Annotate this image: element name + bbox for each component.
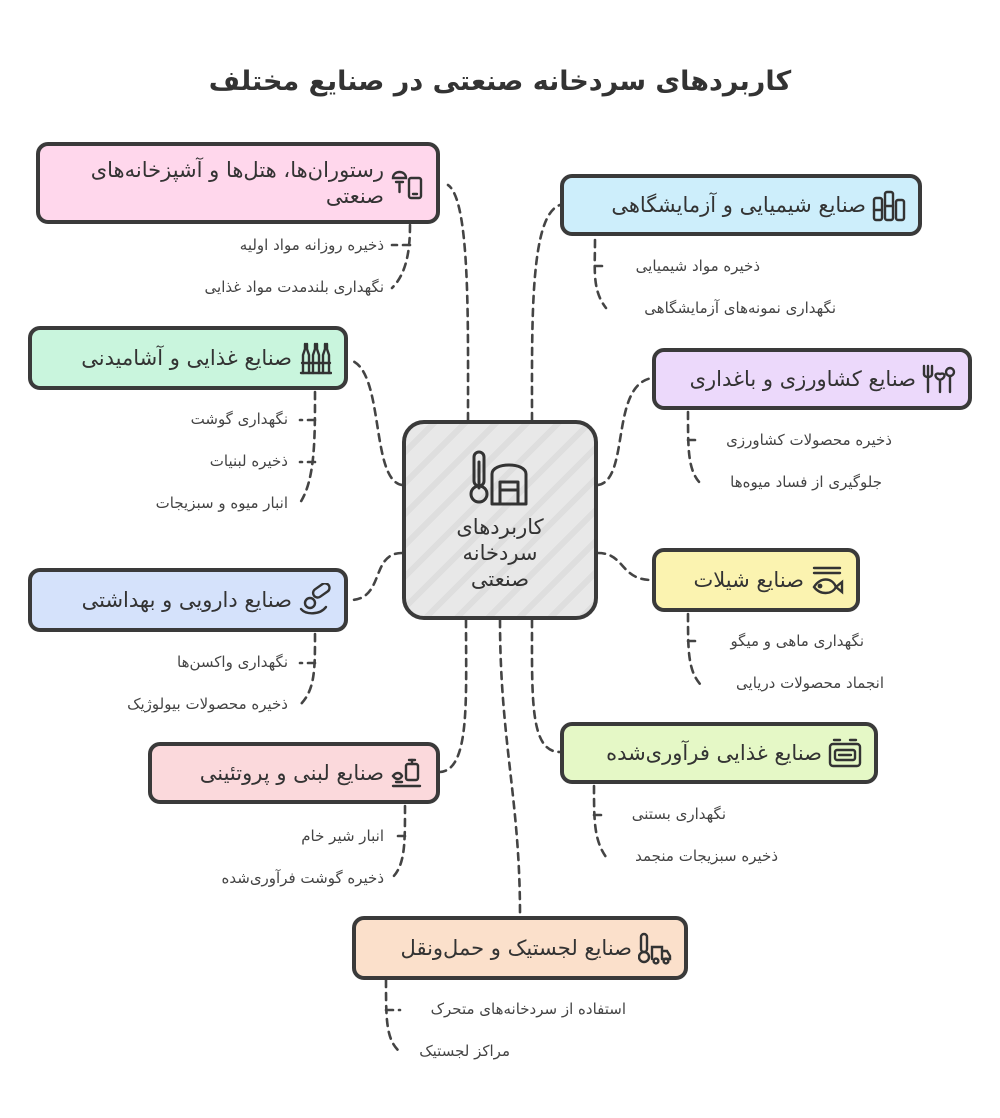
center-label: کاربردهای سردخانه صنعتی (456, 514, 544, 592)
connector-chemical (532, 205, 560, 420)
node-label-pharma: صنایع دارویی و بهداشتی (81, 587, 292, 612)
sub-item: مراکز لجستیک (419, 1042, 510, 1060)
sub-item: نگهداری نمونه‌های آزمایشگاهی (644, 299, 836, 317)
sub-item: ذخیره روزانه مواد اولیه (239, 236, 384, 254)
node-logistics (352, 916, 688, 980)
diagram-title: کاربردهای سردخانه صنعتی در صنایع مختلف (208, 66, 792, 97)
plant-tools-icon (922, 362, 956, 396)
dairy-icon (390, 756, 424, 790)
sub-item: نگهداری ماهی و میگو (730, 632, 864, 650)
sub-item: نگهداری واکسن‌ها (177, 653, 288, 671)
node-label-food: صنایع غذایی و آشامیدنی (81, 345, 292, 370)
sub-item: جلوگیری از فساد میوه‌ها (730, 473, 882, 491)
connector-pharma (350, 553, 402, 600)
sub-item: استفاده از سردخانه‌های متحرک (430, 1000, 626, 1018)
branch-chemical (595, 240, 606, 308)
node-processed (560, 722, 878, 784)
lab-bottles-icon (872, 188, 906, 222)
sub-item: ذخیره لبنیات (209, 452, 288, 470)
node-agriculture (652, 348, 972, 410)
branch-logistics (386, 980, 400, 1052)
node-seafood (652, 548, 860, 612)
node-restaurants (36, 142, 440, 224)
thermometer-truck-icon (638, 931, 672, 965)
node-chemical (560, 174, 922, 236)
node-label-restaurants: رستوران‌ها، هتل‌ها و آشپزخانه‌های صنعتی (90, 157, 384, 208)
branch-processed (594, 786, 606, 857)
branch-seafood (688, 614, 700, 684)
node-pharma (28, 568, 348, 632)
connector-dairy (440, 620, 466, 772)
node-dairy (148, 742, 440, 804)
connector-logistics (500, 620, 520, 915)
sub-item: انجماد محصولات دریایی (736, 674, 884, 692)
branch-pharma (300, 634, 315, 705)
pills-icon (298, 583, 332, 617)
node-label-logistics: صنایع لجستیک و حمل‌ونقل (400, 935, 632, 960)
sub-item: انبار شیر خام (301, 827, 384, 845)
node-label-seafood: صنایع شیلات (693, 567, 804, 592)
bottles-icon (298, 341, 332, 375)
chef-phone-icon (390, 166, 424, 200)
sub-item: ذخیره سبزیجات منجمد (635, 847, 778, 865)
canned-food-icon (828, 736, 862, 770)
node-food (28, 326, 348, 390)
thermometer-cold-storage-icon (468, 448, 532, 508)
sub-item: انبار میوه و سبزیجات (155, 494, 288, 512)
sub-item: ذخیره محصولات بیولوژیک (127, 695, 288, 713)
sub-item: نگهداری بستنی (631, 805, 726, 823)
node-label-agriculture: صنایع کشاورزی و باغداری (689, 366, 916, 391)
sub-item: ذخیره مواد شیمیایی (635, 257, 760, 275)
center-node (402, 420, 598, 620)
branch-dairy (392, 806, 405, 878)
sub-item: نگهداری گوشت (190, 410, 288, 428)
branch-agriculture (688, 412, 700, 483)
sub-item: ذخیره گوشت فرآوری‌شده (221, 869, 384, 887)
branch-food (300, 392, 315, 503)
node-label-processed: صنایع غذایی فرآوری‌شده (606, 740, 822, 765)
fish-icon (810, 563, 844, 597)
node-label-chemical: صنایع شیمیایی و آزمایشگاهی (611, 192, 866, 217)
connector-seafood (598, 553, 652, 580)
connector-food (350, 360, 402, 485)
branch-restaurants (392, 225, 410, 288)
connector-restaurants (448, 185, 468, 420)
sub-item: نگهداری بلندمدت مواد غذایی (204, 278, 384, 296)
connector-agriculture (598, 378, 652, 485)
node-label-dairy: صنایع لبنی و پروتئینی (199, 760, 384, 785)
sub-item: ذخیره محصولات کشاورزی (726, 431, 892, 449)
connector-processed (532, 620, 560, 752)
